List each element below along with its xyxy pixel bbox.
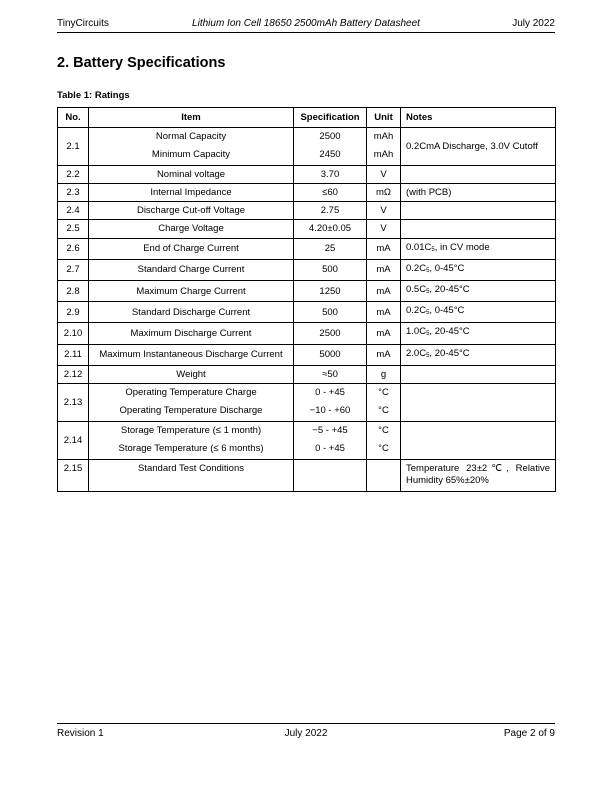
cell-unit: °C °C bbox=[367, 421, 401, 459]
col-header-no: No. bbox=[58, 108, 89, 128]
cell-no: 2.8 bbox=[58, 281, 89, 302]
header-date: July 2022 bbox=[512, 18, 555, 29]
table-header-row bbox=[58, 108, 556, 128]
cell-item: Internal Impedance bbox=[89, 184, 294, 202]
table-row bbox=[58, 302, 556, 323]
cell-no: 2.12 bbox=[58, 365, 89, 383]
cell-spec: 500 bbox=[294, 302, 367, 323]
cell-notes: 0.2C5, 0-45°C bbox=[401, 302, 556, 323]
cell-no: 2.9 bbox=[58, 302, 89, 323]
cell-unit: V bbox=[367, 202, 401, 220]
cell-unit: mA bbox=[367, 238, 401, 259]
cell-unit: °C °C bbox=[367, 384, 401, 422]
cell-spec: 4.20±0.05 bbox=[294, 220, 367, 238]
cell-item: Operating Temperature Charge Operating Temperature Discharge bbox=[89, 384, 294, 422]
cell-notes: 2.0C5, 20-45°C bbox=[401, 344, 556, 365]
table-row bbox=[58, 184, 556, 202]
cell-notes bbox=[401, 165, 556, 183]
table-row bbox=[58, 128, 556, 166]
cell-spec: 25 bbox=[294, 238, 367, 259]
cell-no: 2.13 bbox=[58, 384, 89, 422]
table-row bbox=[58, 323, 556, 344]
table-caption: Table 1: Ratings bbox=[57, 90, 130, 101]
cell-no: 2.7 bbox=[58, 259, 89, 280]
cell-notes bbox=[401, 365, 556, 383]
col-header-item: Item bbox=[89, 108, 294, 128]
table-row bbox=[58, 238, 556, 259]
col-header-notes: Notes bbox=[401, 108, 556, 128]
cell-no: 2.10 bbox=[58, 323, 89, 344]
table-row bbox=[58, 421, 556, 459]
table-row bbox=[58, 202, 556, 220]
table-row bbox=[58, 365, 556, 383]
cell-no: 2.2 bbox=[58, 165, 89, 183]
cell-unit: mA bbox=[367, 302, 401, 323]
cell-item: Standard Test Conditions bbox=[89, 459, 294, 491]
cell-notes: 0.2CmA Discharge, 3.0V Cutoff bbox=[401, 128, 556, 166]
cell-item: Maximum Charge Current bbox=[89, 281, 294, 302]
page-header bbox=[57, 18, 555, 33]
cell-item: Maximum Discharge Current bbox=[89, 323, 294, 344]
cell-spec: 1250 bbox=[294, 281, 367, 302]
footer-date: July 2022 bbox=[284, 728, 328, 739]
cell-spec: ≤60 bbox=[294, 184, 367, 202]
cell-notes: 1.0C5, 20-45°C bbox=[401, 323, 556, 344]
cell-item: Nominal voltage bbox=[89, 165, 294, 183]
cell-unit: mA bbox=[367, 344, 401, 365]
cell-unit: mΩ bbox=[367, 184, 401, 202]
cell-spec: −5 - +45 0 - +45 bbox=[294, 421, 367, 459]
cell-spec: ≈50 bbox=[294, 365, 367, 383]
cell-no: 2.1 bbox=[58, 128, 89, 166]
col-header-specification: Specification bbox=[294, 108, 367, 128]
table-row bbox=[58, 459, 556, 491]
footer-revision: Revision 1 bbox=[57, 728, 104, 739]
cell-notes bbox=[401, 384, 556, 422]
header-company: TinyCircuits bbox=[57, 18, 109, 29]
ratings-table bbox=[57, 107, 556, 492]
cell-unit: mA bbox=[367, 259, 401, 280]
header-document-title: Lithium Ion Cell 18650 2500mAh Battery Datasheet bbox=[192, 18, 420, 29]
cell-notes: 0.2C5, 0-45°C bbox=[401, 259, 556, 280]
table-row bbox=[58, 259, 556, 280]
table-row bbox=[58, 220, 556, 238]
cell-no: 2.4 bbox=[58, 202, 89, 220]
section-title: 2. Battery Specifications bbox=[57, 55, 226, 71]
table-row bbox=[58, 165, 556, 183]
cell-notes: 0.01C5, in CV mode bbox=[401, 238, 556, 259]
cell-notes bbox=[401, 220, 556, 238]
cell-item: Normal Capacity Minimum Capacity bbox=[89, 128, 294, 166]
cell-item: Maximum Instantaneous Discharge Current bbox=[89, 344, 294, 365]
cell-spec bbox=[294, 459, 367, 491]
cell-spec: 2500 2450 bbox=[294, 128, 367, 166]
cell-spec: 2.75 bbox=[294, 202, 367, 220]
cell-spec: 2500 bbox=[294, 323, 367, 344]
table-row bbox=[58, 384, 556, 422]
page-footer bbox=[57, 723, 555, 744]
footer-page-number: Page 2 of 9 bbox=[503, 728, 555, 739]
cell-notes bbox=[401, 421, 556, 459]
cell-spec: 0 - +45 −10 - +60 bbox=[294, 384, 367, 422]
cell-item: Standard Discharge Current bbox=[89, 302, 294, 323]
cell-unit bbox=[367, 459, 401, 491]
cell-item: Standard Charge Current bbox=[89, 259, 294, 280]
cell-unit: mA bbox=[367, 281, 401, 302]
cell-unit: mAh mAh bbox=[367, 128, 401, 166]
table-row bbox=[58, 344, 556, 365]
cell-item: Storage Temperature (≤ 1 month) Storage Temperature (≤ 6 months) bbox=[89, 421, 294, 459]
cell-spec: 500 bbox=[294, 259, 367, 280]
cell-no: 2.14 bbox=[58, 421, 89, 459]
cell-item: Discharge Cut-off Voltage bbox=[89, 202, 294, 220]
cell-item: End of Charge Current bbox=[89, 238, 294, 259]
cell-unit: V bbox=[367, 165, 401, 183]
cell-no: 2.15 bbox=[58, 459, 89, 491]
cell-unit: mA bbox=[367, 323, 401, 344]
col-header-unit: Unit bbox=[367, 108, 401, 128]
cell-no: 2.6 bbox=[58, 238, 89, 259]
cell-item: Weight bbox=[89, 365, 294, 383]
cell-no: 2.3 bbox=[58, 184, 89, 202]
cell-notes: (with PCB) bbox=[401, 184, 556, 202]
table-row bbox=[58, 281, 556, 302]
cell-no: 2.11 bbox=[58, 344, 89, 365]
cell-notes: 0.5C5, 20-45°C bbox=[401, 281, 556, 302]
cell-spec: 5000 bbox=[294, 344, 367, 365]
cell-unit: g bbox=[367, 365, 401, 383]
cell-spec: 3.70 bbox=[294, 165, 367, 183]
cell-notes bbox=[401, 202, 556, 220]
cell-notes: Temperature 23±2℃, Relative Humidity 65%±20% bbox=[401, 459, 556, 491]
cell-item: Charge Voltage bbox=[89, 220, 294, 238]
cell-no: 2.5 bbox=[58, 220, 89, 238]
cell-unit: V bbox=[367, 220, 401, 238]
